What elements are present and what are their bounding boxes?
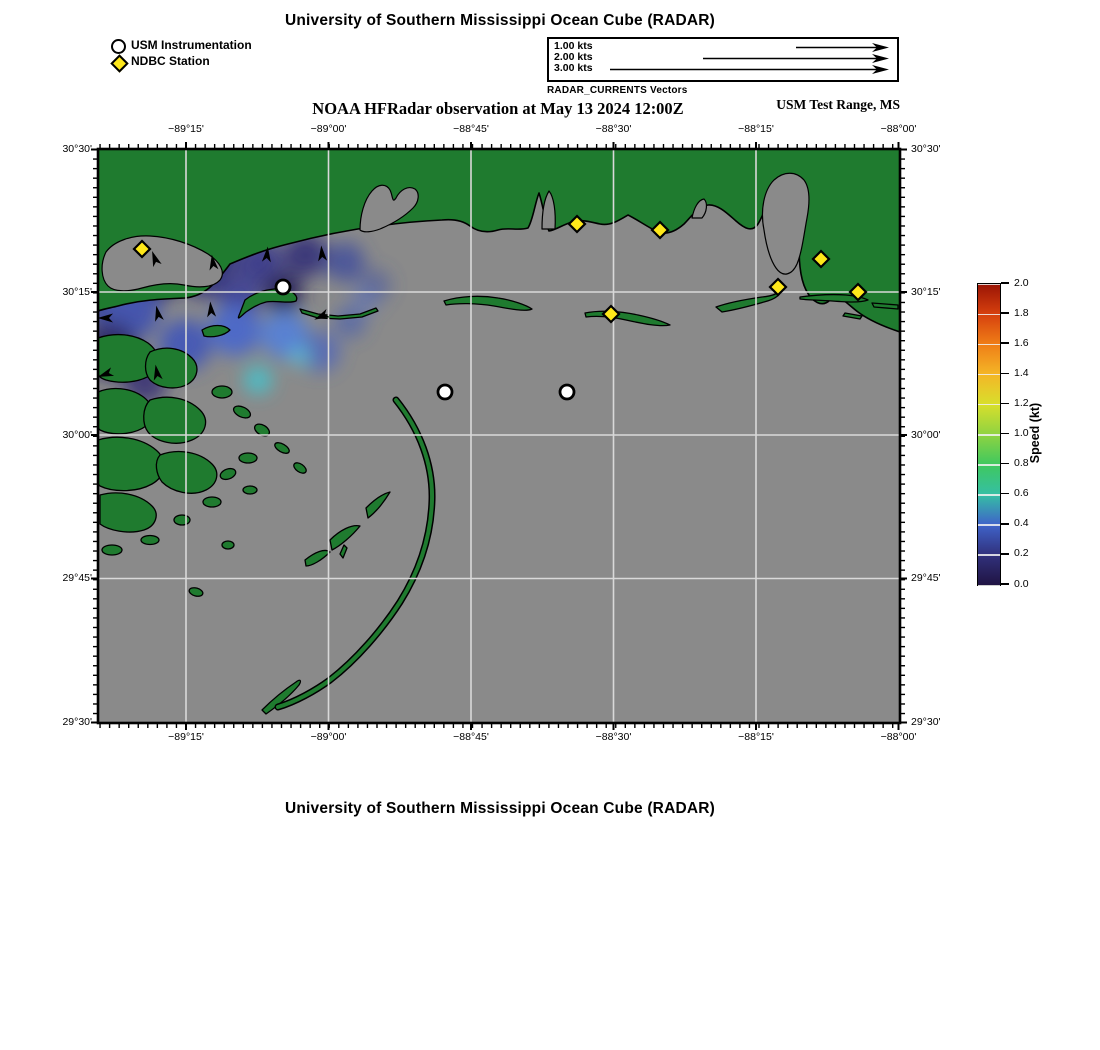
y-axis-label-right: 30°15'	[911, 285, 941, 298]
vector-scale-caption: RADAR_CURRENTS Vectors	[547, 85, 688, 96]
colorbar-tick-line	[978, 554, 1000, 556]
x-axis-label-bottom: −89°15'	[168, 731, 204, 743]
figure-title-top: University of Southern Mississippi Ocean Cube (RADAR)	[284, 12, 716, 29]
x-axis-label-top: −88°00'	[880, 123, 917, 135]
x-axis-label-bottom: −88°15'	[738, 731, 774, 743]
y-axis-label-left: 30°15'	[62, 285, 92, 298]
colorbar-tick-label: 2.0	[1014, 276, 1029, 289]
colorbar-tick-line	[978, 464, 1000, 466]
colorbar-tick-line	[978, 585, 1000, 587]
usm-instrumentation-marker	[276, 280, 290, 294]
colorbar-tick-label: 0.2	[1014, 547, 1029, 560]
y-axis-label-left: 29°30'	[62, 716, 92, 728]
colorbar-tick-label: 0.0	[1014, 577, 1029, 590]
x-axis-label-bottom: −88°30'	[595, 731, 632, 743]
colorbar-tick-line	[978, 494, 1000, 496]
colorbar-tick-label: 0.8	[1014, 457, 1029, 470]
x-axis-label-bottom: −88°45'	[453, 731, 489, 743]
usm-instrumentation-marker	[560, 385, 574, 399]
y-axis-label-left: 29°45'	[62, 572, 92, 584]
colorbar-tick-dash	[1001, 373, 1009, 375]
colorbar-tick-dash	[1001, 523, 1009, 525]
colorbar-tick-label: 1.2	[1014, 396, 1029, 409]
colorbar-tick-dash	[1001, 403, 1009, 405]
legend-label-ndbc: NDBC Station	[131, 54, 210, 68]
colorbar-tick-label: 1.6	[1014, 336, 1029, 349]
x-axis-label-top: −89°15'	[168, 123, 204, 135]
colorbar-tick-dash	[1001, 553, 1009, 555]
colorbar-tick-dash	[1001, 493, 1009, 495]
figure-title-bottom: University of Southern Mississippi Ocean Cube (RADAR)	[284, 800, 716, 817]
colorbar-tick-line	[978, 404, 1000, 406]
colorbar-tick-dash	[1001, 463, 1009, 465]
usm-instrumentation-marker	[438, 385, 452, 399]
scale-label-3kt: 3.00 kts	[554, 62, 593, 74]
colorbar-tick-line	[978, 344, 1000, 346]
vector-scale-box	[547, 37, 899, 82]
y-axis-label-right: 30°30'	[911, 143, 941, 155]
x-axis-label-top: −88°30'	[595, 123, 632, 135]
colorbar-tick-label: 1.4	[1014, 366, 1029, 379]
colorbar-tick-label: 1.0	[1014, 427, 1029, 439]
colorbar-tick-line	[978, 314, 1000, 316]
scale-arrows	[549, 39, 897, 80]
speed-colorbar	[977, 283, 1001, 586]
colorbar-tick-label: 0.4	[1014, 517, 1029, 530]
colorbar-tick-dash	[1001, 312, 1009, 314]
y-axis-label-left: 30°00'	[62, 428, 92, 441]
x-axis-label-top: −88°15'	[738, 123, 774, 135]
usm-circle-icon	[111, 39, 126, 54]
colorbar-tick-dash	[1001, 583, 1009, 585]
colorbar-tick-line	[978, 374, 1000, 376]
x-axis-label-top: −88°45'	[453, 123, 489, 135]
colorbar-tick-label: 1.8	[1014, 306, 1029, 319]
y-axis-label-right: 29°45'	[911, 572, 941, 584]
observation-title: NOAA HFRadar observation at May 13 2024 12:00Z	[312, 99, 684, 118]
colorbar-tick-line	[978, 434, 1000, 436]
x-axis-label-bottom: −89°00'	[310, 731, 347, 743]
y-axis-label-right: 30°00'	[911, 428, 941, 441]
scale-label-2kt: 2.00 kts	[554, 51, 593, 63]
region-title: USM Test Range, MS	[776, 97, 900, 112]
x-axis-label-top: −89°00'	[310, 123, 347, 135]
colorbar-tick-label: 0.6	[1014, 487, 1029, 500]
colorbar-tick-dash	[1001, 433, 1009, 435]
y-axis-label-left: 30°30'	[62, 143, 92, 155]
legend-label-usm: USM Instrumentation	[131, 38, 252, 52]
colorbar-tick-dash	[1001, 282, 1009, 284]
y-axis-label-right: 29°30'	[911, 716, 941, 728]
scale-label-1kt: 1.00 kts	[554, 40, 593, 52]
colorbar-tick-line	[978, 524, 1000, 526]
colorbar-title: Speed (kt)	[1028, 402, 1042, 464]
colorbar-tick-dash	[1001, 342, 1009, 344]
colorbar-tick-line	[978, 284, 1000, 286]
x-axis-label-bottom: −88°00'	[880, 731, 917, 743]
